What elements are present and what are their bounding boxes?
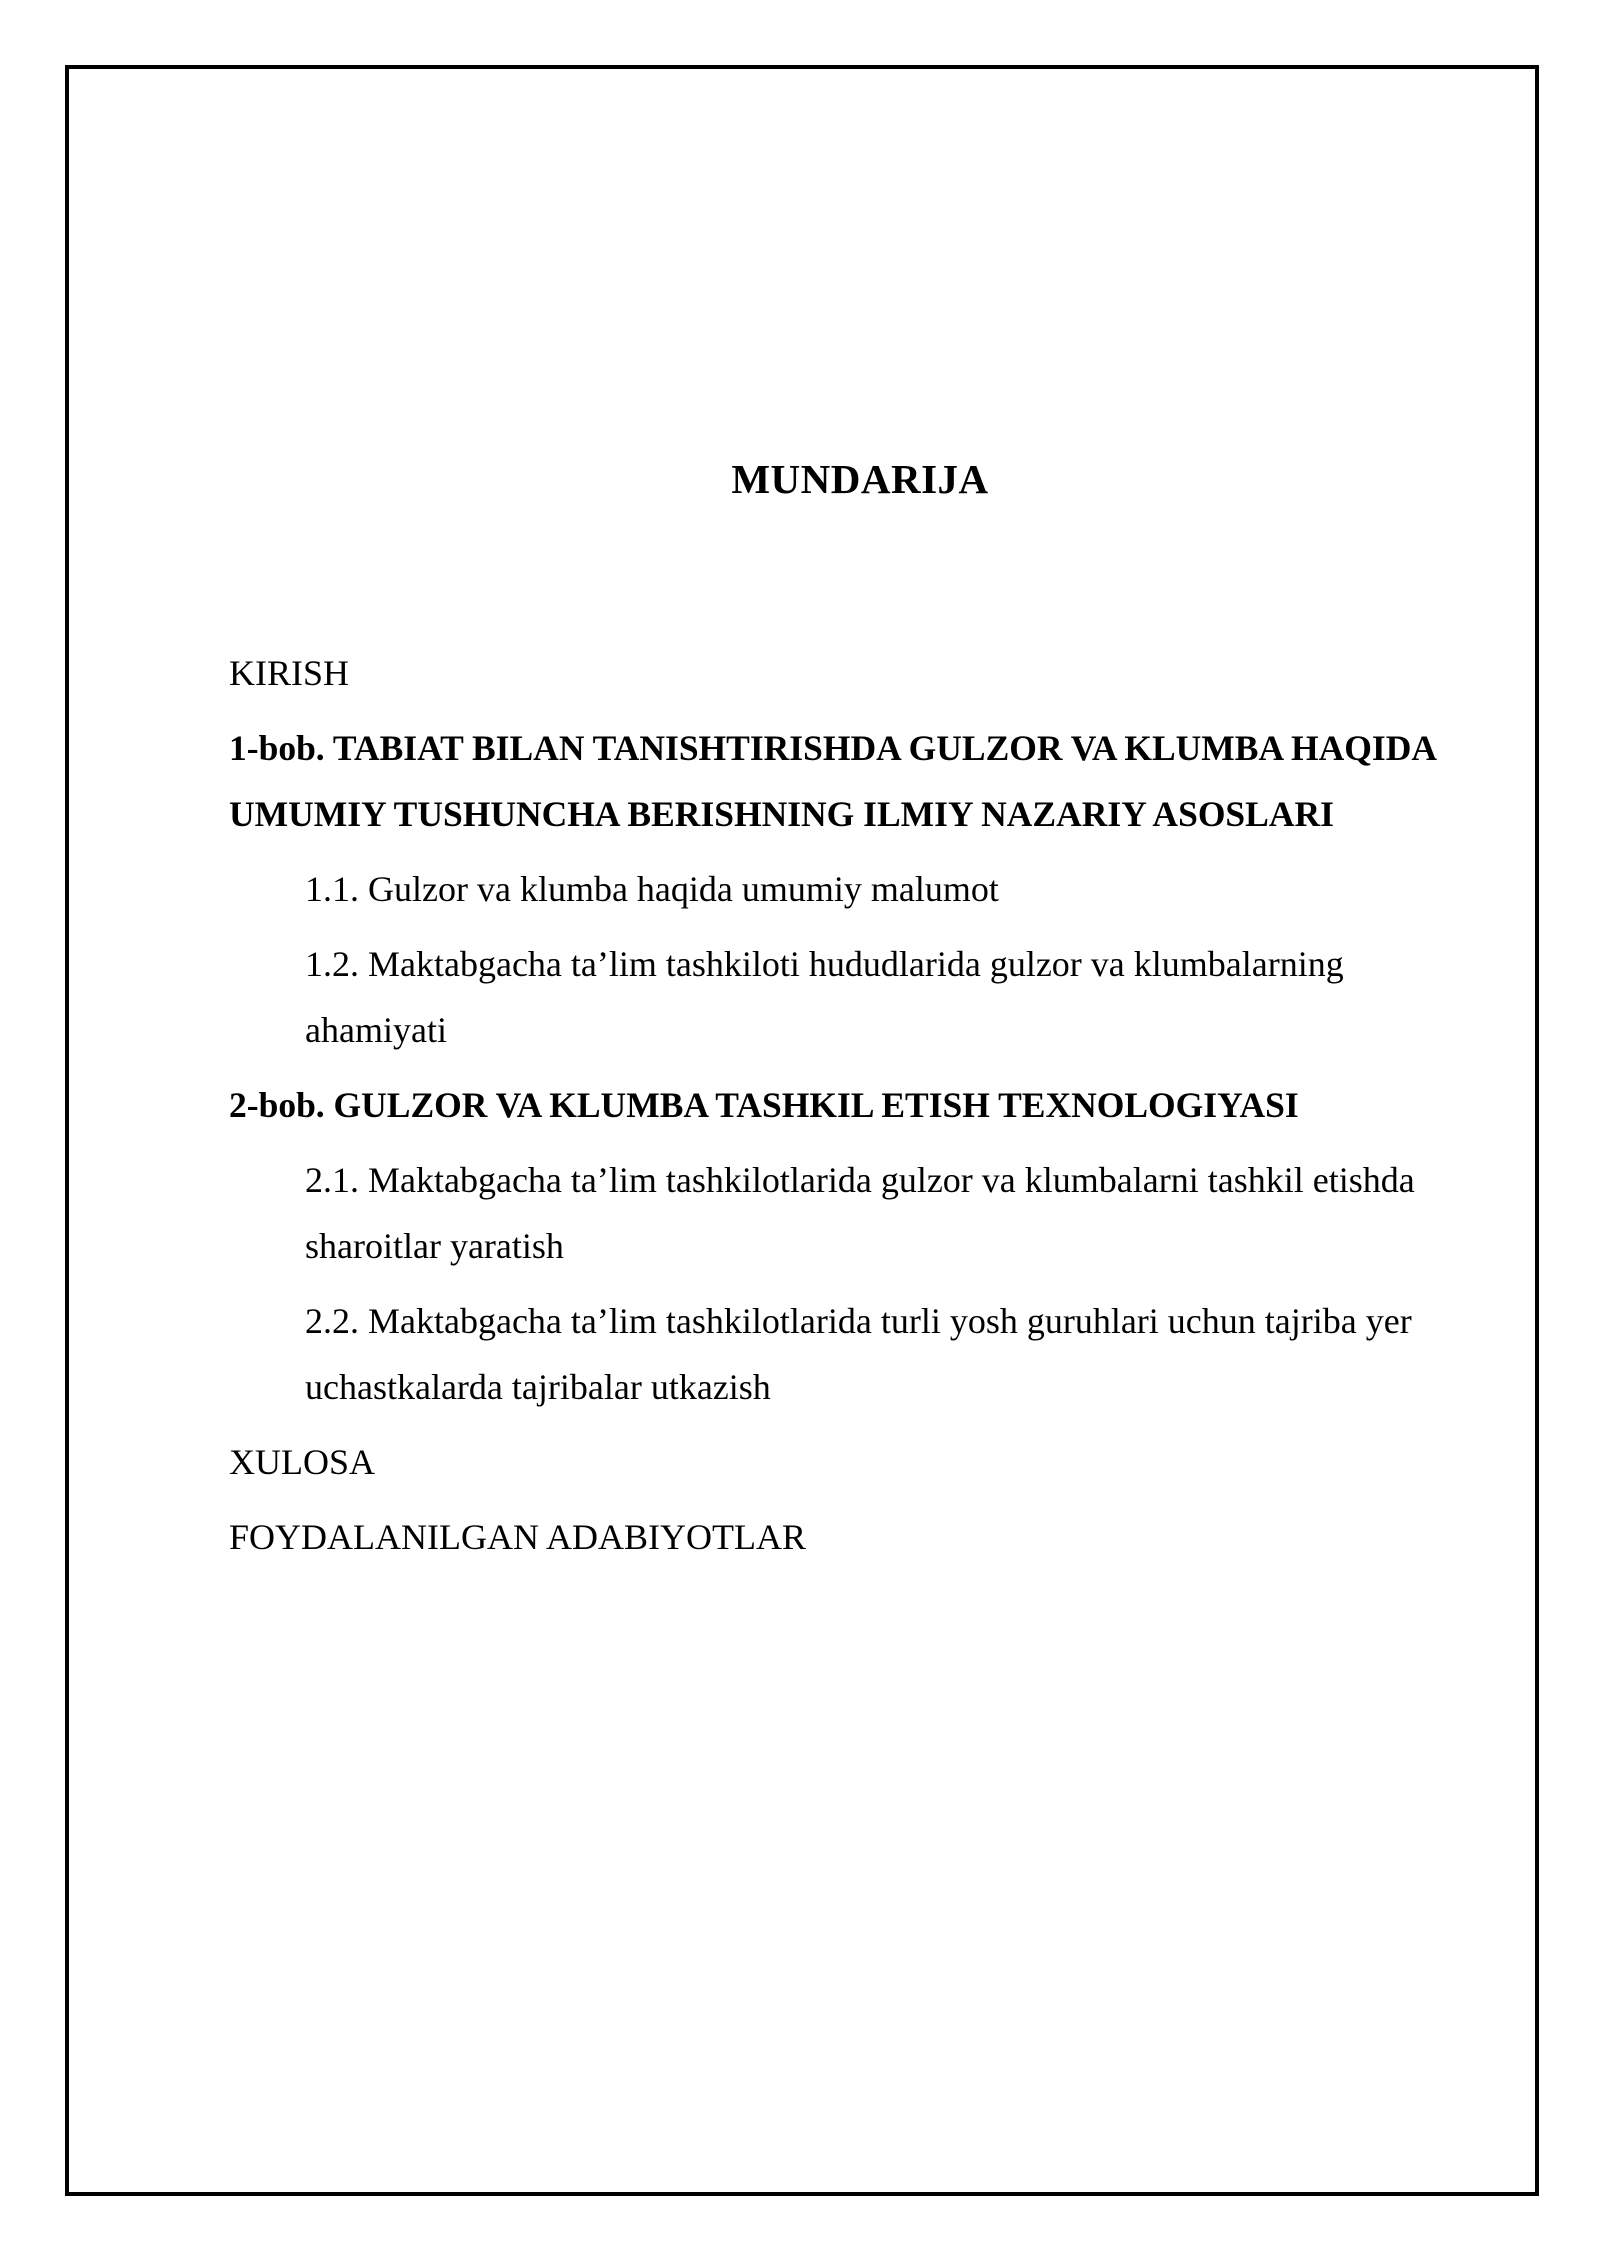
toc-entry-introduction: KIRISH xyxy=(229,653,350,693)
table-of-contents xyxy=(229,640,1479,1579)
toc-entry-chapter-1: 1-bob. TABIAT BILAN TANISHTIRISHDA GULZOR VA KLUMBA HAQIDA UMUMIY TUSHUNCHA BERISHNING ILMIY NAZARIY ASOSLARI xyxy=(229,728,1436,834)
toc-entry-section-1-2: 1.2. Maktabgacha ta’lim tashkiloti hududlarida gulzor va klumbalarning ahamiyati xyxy=(305,944,1344,1050)
toc-entry-conclusion: XULOSA xyxy=(229,1442,376,1482)
toc-entry-section-1-1: 1.1. Gulzor va klumba haqida umumiy malumot xyxy=(305,869,999,909)
toc-entry-section-2-2: 2.2. Maktabgacha ta’lim tashkilotlarida turli yosh guruhlari uchun tajriba yer uchastkalarda tajribalar utkazish xyxy=(305,1301,1412,1407)
toc-entry-chapter-2: 2-bob. GULZOR VA KLUMBA TASHKIL ETISH TEXNOLOGIYASI xyxy=(229,1085,1299,1125)
toc-entry-section-2-1: 2.1. Maktabgacha ta’lim tashkilotlarida gulzor va klumbalarni tashkil etishda sharoitlar yaratish xyxy=(305,1160,1415,1266)
page-title: MUNDARIJA xyxy=(731,456,989,502)
toc-entry-references: FOYDALANILGAN ADABIYOTLAR xyxy=(229,1517,806,1557)
